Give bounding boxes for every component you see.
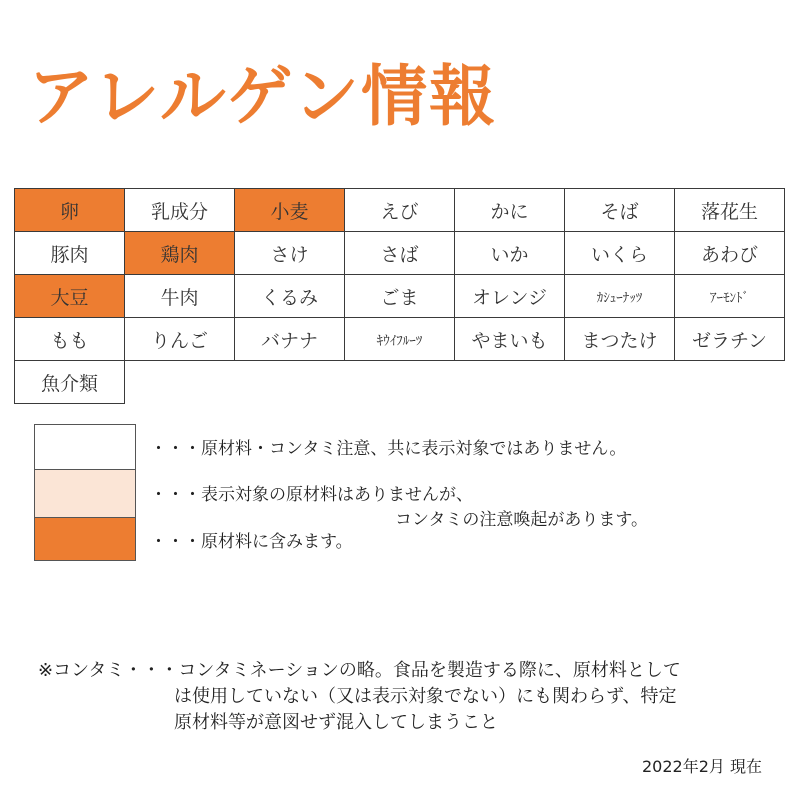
allergen-cell: まつたけ bbox=[564, 317, 675, 361]
allergen-cell: ｶｼｭｰﾅｯﾂ bbox=[564, 274, 675, 318]
legend-text-none: ・・・原材料・コンタミ注意、共に表示対象ではありません。 bbox=[150, 439, 627, 459]
allergen-cell: えび bbox=[344, 188, 455, 232]
allergen-cell: そば bbox=[564, 188, 675, 232]
allergen-cell: やまいも bbox=[454, 317, 565, 361]
page-title: アレルゲン情報 bbox=[28, 58, 498, 135]
allergen-cell: 魚介類 bbox=[14, 360, 125, 404]
allergen-cell: いか bbox=[454, 231, 565, 275]
allergen-cell: 豚肉 bbox=[14, 231, 125, 275]
footnote-line: ※コンタミ・・・コンタミネーションの略。食品を製造する際に、原材料として bbox=[38, 660, 681, 681]
allergen-cell: さば bbox=[344, 231, 455, 275]
as-of-date: 2022年2月 現在 bbox=[642, 757, 762, 776]
allergen-cell: 牛肉 bbox=[124, 274, 235, 318]
allergen-cell: 卵 bbox=[14, 188, 125, 232]
allergen-cell: 小麦 bbox=[234, 188, 345, 232]
allergen-cell: 鶏肉 bbox=[124, 231, 235, 275]
legend-text-contains: ・・・原材料に含みます。 bbox=[150, 532, 353, 552]
legend-swatch-contains bbox=[34, 517, 136, 561]
allergen-cell: かに bbox=[454, 188, 565, 232]
allergen-cell: オレンジ bbox=[454, 274, 565, 318]
allergen-cell: ｷｳｲﾌﾙｰﾂ bbox=[344, 317, 455, 361]
legend-text-contamination-1: ・・・表示対象の原材料はありませんが、 bbox=[150, 485, 473, 505]
footnote-line: 原材料等が意図せず混入してしまうこと bbox=[174, 712, 498, 733]
allergen-table bbox=[14, 188, 784, 403]
allergen-cell: もも bbox=[14, 317, 125, 361]
allergen-cell: いくら bbox=[564, 231, 675, 275]
legend-text-contamination-2: コンタミの注意喚起があります。 bbox=[395, 510, 648, 530]
contamination-footnote bbox=[38, 658, 681, 736]
allergen-cell: ごま bbox=[344, 274, 455, 318]
footnote-line: は使用していない（又は表示対象でない）にも関わらず、特定 bbox=[174, 686, 677, 707]
legend-swatches bbox=[34, 424, 136, 560]
allergen-cell: ｱｰﾓﾝﾄﾞ bbox=[674, 274, 785, 318]
legend-swatch-none bbox=[34, 424, 136, 470]
allergen-cell: 大豆 bbox=[14, 274, 125, 318]
allergen-cell: 落花生 bbox=[674, 188, 785, 232]
allergen-cell: くるみ bbox=[234, 274, 345, 318]
allergen-cell: ゼラチン bbox=[674, 317, 785, 361]
allergen-cell: りんご bbox=[124, 317, 235, 361]
allergen-cell: あわび bbox=[674, 231, 785, 275]
legend-swatch-contamination bbox=[34, 469, 136, 518]
allergen-cell: さけ bbox=[234, 231, 345, 275]
allergen-cell: 乳成分 bbox=[124, 188, 235, 232]
allergen-cell: バナナ bbox=[234, 317, 345, 361]
